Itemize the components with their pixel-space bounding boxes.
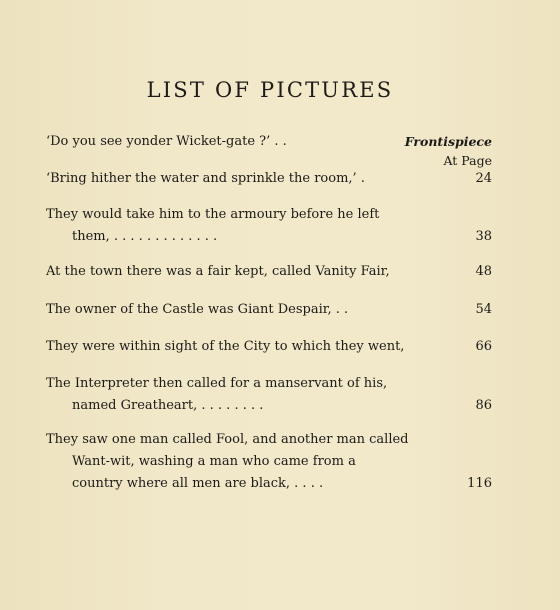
entry-line xyxy=(46,373,492,395)
entry-page-frontispiece: Frontispiece xyxy=(404,134,492,149)
entry-page-number: 116 xyxy=(467,476,492,491)
entry-line xyxy=(46,473,492,495)
entry-line xyxy=(46,261,492,283)
entry-page-number: 38 xyxy=(475,229,492,244)
list-item xyxy=(46,429,492,495)
entry-line xyxy=(46,395,492,417)
entry-line xyxy=(46,451,492,473)
entry-caption: The owner of the Castle was Giant Despair, . . xyxy=(46,302,349,317)
entry-caption-continued: Want-wit, washing a man who came from a xyxy=(72,454,356,469)
entry-line xyxy=(46,299,492,321)
entry-caption: They would take him to the armoury before he left xyxy=(46,207,380,222)
entry-page-number: 54 xyxy=(475,302,492,317)
entry-line xyxy=(46,204,492,226)
entry-line xyxy=(46,336,492,358)
entry-page-number: 48 xyxy=(475,264,492,279)
entry-page-number: 86 xyxy=(475,398,492,413)
entry-page-number: 24 xyxy=(475,171,492,186)
entry-caption-continued: named Greatheart, . . . . . . . . xyxy=(72,398,264,413)
entry-line xyxy=(46,131,492,153)
entry-caption: At the town there was a fair kept, called Vanity Fair, xyxy=(46,264,390,279)
list-item xyxy=(46,261,492,283)
entry-caption: They saw one man called Fool, and another man called xyxy=(46,432,409,447)
entry-line xyxy=(46,168,492,190)
page-title: LIST OF PICTURES xyxy=(146,78,394,102)
entry-caption: They were within sight of the City to which they went, xyxy=(46,339,405,354)
entry-caption: ‘Do you see yonder Wicket-gate ?’ . . xyxy=(46,134,287,149)
column-header-at-page: At Page xyxy=(443,153,492,168)
entry-page-number: 66 xyxy=(475,339,492,354)
list-item xyxy=(46,168,492,190)
entry-caption-continued: country where all men are black, . . . . xyxy=(72,476,324,491)
list-item xyxy=(46,373,492,417)
list-item xyxy=(46,336,492,358)
entry-caption: ‘Bring hither the water and sprinkle the room,’ . xyxy=(46,171,365,186)
list-item xyxy=(46,299,492,321)
list-item xyxy=(46,131,492,153)
list-item xyxy=(46,204,492,248)
entry-caption-continued: them, . . . . . . . . . . . . . xyxy=(72,229,218,244)
entry-line xyxy=(46,429,492,451)
entry-line xyxy=(46,226,492,248)
entry-caption: The Interpreter then called for a manservant of his, xyxy=(46,376,388,391)
